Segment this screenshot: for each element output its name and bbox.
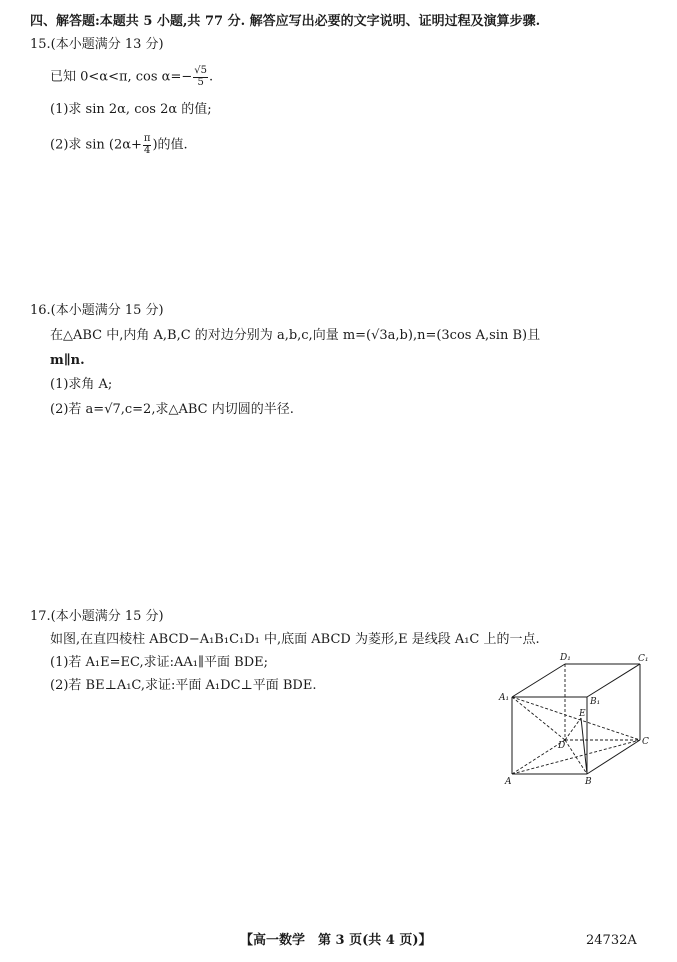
q15-p2-frac-den: 4: [144, 144, 151, 156]
q15-stem: [50, 66, 213, 88]
q15-p2-prefix: (2)求 sin (2α+: [50, 137, 142, 153]
edge-d-e: [565, 718, 581, 740]
q16-header: 16.(本小题满分 15 分): [30, 303, 164, 318]
q16-line2: m∥n.: [50, 353, 85, 368]
label-d1: D₁: [560, 653, 571, 663]
q16-line1: 在△ABC 中,内角 A,B,C 的对边分别为 a,b,c,向量 m=(√3a,b),n=(3cos A,sin B)且: [50, 328, 541, 343]
prism-figure: [494, 650, 664, 790]
q15-fraction: [193, 66, 208, 88]
q15-header: 15.(本小题满分 13 分): [30, 37, 164, 52]
q15-p2-frac-num: π: [143, 133, 151, 144]
label-d: D: [558, 741, 566, 751]
section-title: 四、解答题:本题共 5 小题,共 77 分. 解答应写出必要的文字说明、证明过程及演算步骤.: [30, 14, 541, 29]
edge-b1-c1: [587, 664, 640, 697]
edge-a1-d1: [512, 664, 565, 697]
q16-part2: (2)若 a=√7,c=2,求△ABC 内切圆的半径.: [50, 402, 294, 417]
q17-line1: 如图,在直四棱柱 ABCD−A₁B₁C₁D₁ 中,底面 ABCD 为菱形,E 是线段 A₁C 上的一点.: [50, 632, 540, 647]
edge-a1-c: [512, 697, 640, 740]
q17-part1: (1)若 A₁E=EC,求证:AA₁∥平面 BDE;: [50, 655, 268, 670]
q17-header: 17.(本小题满分 15 分): [30, 609, 164, 624]
q17-part2: (2)若 BE⊥A₁C,求证:平面 A₁DC⊥平面 BDE.: [50, 678, 317, 693]
q15-p2-suffix: )的值.: [152, 137, 188, 153]
edge-a1-d: [512, 697, 565, 740]
label-a1: A₁: [499, 693, 510, 703]
q16-part1: (1)求角 A;: [50, 377, 113, 392]
edge-b-c: [587, 740, 640, 774]
q15-frac-num: √5: [194, 65, 207, 76]
q15-stem-suffix: .: [209, 69, 214, 85]
q15-part1: (1)求 sin 2α, cos 2α 的值;: [50, 102, 212, 117]
page-footer: 【高一数学 第 3 页(共 4 页)】: [240, 933, 432, 948]
q15-p2-fraction: [143, 134, 152, 156]
label-b1: B₁: [590, 697, 601, 707]
q15-stem-prefix: 已知 0<α<π, cos α=−: [50, 69, 193, 85]
label-a: A: [505, 777, 512, 787]
label-c: C: [642, 737, 649, 747]
q15-part2: [50, 134, 188, 156]
exam-code: 24732A: [586, 933, 637, 948]
label-e: E: [579, 709, 586, 719]
label-c1: C₁: [638, 654, 649, 664]
q15-frac-den: 5: [197, 76, 204, 88]
label-b: B: [585, 777, 592, 787]
